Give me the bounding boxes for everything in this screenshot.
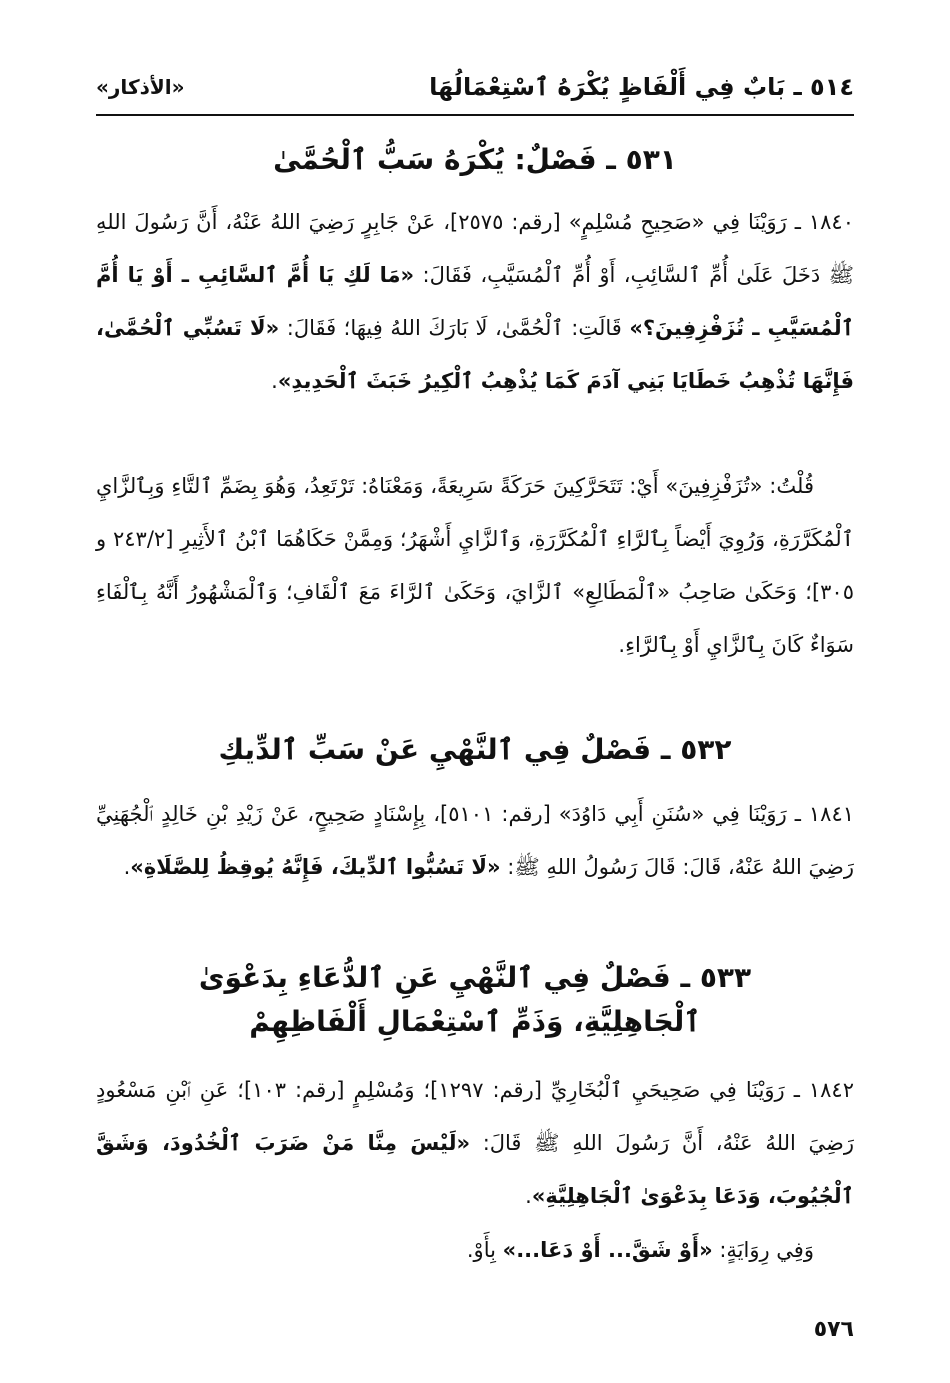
- hadith-1841: [96, 788, 854, 894]
- running-header: [96, 60, 854, 116]
- section-533-title-line2: ٱلْجَاهِلِيَّةِ، وَذَمِّ ٱسْتِعْمَالِ أَلْفَاظِهِمْ: [249, 1005, 701, 1038]
- author-note: قُلْتُ: «تُزَفْزِفِينَ» أَيْ: تَتَحَرَّكِينَ حَرَكَةً سَرِيعَةً، وَمَعْنَاهُ: تَرْتَعِدُ، وَهُوَ بِضَمِّ ٱلتَّاءِ وَبِٱلزَّايِ ٱلْمُكَرَّرَةِ، وَرُوِيَ أَيْضاً بِٱلرَّاءِ ٱلْمُكَرَّرَةِ، وَٱلزَّايِ أَشْهَرُ؛ وَمِمَّنْ حَكَاهُمَا ٱبْنُ ٱلأَثِيرِ [٢٤٣/٢ و ٣٠٥]؛ وَحَكَىٰ صَاحِبُ «ٱلْمَطَالِعِ» ٱلزَّايَ، وَحَكَىٰ ٱلرَّاءَ مَعَ ٱلْقَافِ؛ وَٱلْمَشْهُورُ أَنَّهُ بِٱلْفَاءِ سَوَاءٌ كَانَ بِٱلزَّايِ أَوْ بِٱلرَّاءِ.: [96, 474, 854, 657]
- variant-prefix: وَفِي رِوَايَةٍ:: [712, 1238, 814, 1262]
- hadith-1841-end: .: [123, 855, 131, 879]
- variant-narration: [96, 1224, 854, 1277]
- chapter-heading: ٥١٤ ـ بَابٌ فِي أَلْفَاظٍ يُكْرَهُ ٱسْتِعْمَالُهَا: [429, 73, 854, 101]
- hadith-1841-quote: «لَا تَسُبُّوا ٱلدِّيكَ، فَإِنَّهُ يُوقِظُ لِلصَّلَاةِ»: [130, 855, 501, 879]
- hadith-1842: [96, 1064, 854, 1223]
- hadith-1842-end: .: [525, 1184, 532, 1208]
- section-533-title: [96, 956, 854, 1044]
- hadith-1840: [96, 196, 854, 408]
- hadith-1840-quote1: «مَا لَكِ يَا أُمَّ ٱلسَّائِبِ ـ أَوْ يَا أُمَّ ٱلْمُسَيَّبِ ـ تُزَفْزِفِينَ؟»: [96, 263, 854, 340]
- variant-suffix: بِأَوْ.: [466, 1238, 503, 1262]
- hadith-1840-intro: ١٨٤٠ ـ رَوَيْنَا فِي «صَحِيحِ مُسْلِمٍ» [رقم: ٢٥٧٥]، عَنْ جَابِرٍ رَضِيَ اللهُ عَنْهُ، أَنَّ رَسُولَ اللهِ ﷺ دَخَلَ عَلَىٰ أُمِّ ٱلسَّائِبِ، أَوْ أُمِّ ٱلْمُسَيَّبِ، فَقَالَ:: [96, 210, 855, 287]
- page-number: ٥٧٦: [813, 1317, 854, 1342]
- hadith-1840-middle: قَالَتِ: ٱلْحُمَّىٰ، لَا بَارَكَ اللهُ فِيهَا؛ فَقَالَ:: [279, 316, 630, 340]
- book-title: «الأذكار»: [96, 75, 185, 99]
- section-532-title: ٥٣٢ ـ فَصْلٌ فِي ٱلنَّهْيِ عَنْ سَبِّ ٱلدِّيكِ: [218, 733, 732, 766]
- hadith-1840-quote2: «لَا تَسُبِّي ٱلْحُمَّىٰ، فَإِنَّهَا تُذْهِبُ خَطَايَا بَنِي آدَمَ كَمَا يُذْهِبُ ٱلْكِيرُ خَبَثَ ٱلْحَدِيدِ»: [96, 316, 854, 393]
- hadith-1842-intro: ١٨٤٢ ـ رَوَيْنَا فِي صَحِيحَيِ ٱلْبُخَارِيِّ [رقم: ١٢٩٧]؛ وَمُسْلِمٍ [رقم: ١٠٣]؛ عَنِ ٱبْنِ مَسْعُودٍ رَضِيَ اللهُ عَنْهُ، أَنَّ رَسُولَ اللهِ ﷺ قَالَ:: [96, 1078, 854, 1155]
- variant-quote: «أَوْ شَقَّ... أَوْ دَعَا...»: [502, 1238, 713, 1262]
- hadith-1841-intro: ١٨٤١ ـ رَوَيْنَا فِي «سُنَنِ أَبِي دَاوُدَ» [رقم: ٥١٠١]، بِإِسْنَادٍ صَحِيحٍ، عَنْ زَيْدِ بْنِ خَالِدٍ ٱلْجُهَنِيِّ رَضِيَ اللهُ عَنْهُ، قَالَ: قَالَ رَسُولُ اللهِ ﷺ:: [96, 802, 855, 879]
- section-531-title: ٥٣١ ـ فَصْلٌ: يُكْرَهُ سَبُّ ٱلْحُمَّىٰ: [273, 143, 677, 176]
- hadith-1840-end: .: [271, 369, 278, 393]
- hadith-1842-quote: «لَيْسَ مِنَّا مَنْ ضَرَبَ ٱلْخُدُودَ، وَشَقَّ ٱلْجُيُوبَ، وَدَعَا بِدَعْوَىٰ ٱلْجَاهِلِيَّةِ»: [96, 1131, 854, 1208]
- section-533-title-line1: ٥٣٣ ـ فَصْلٌ فِي ٱلنَّهْيِ عَنِ ٱلدُّعَاءِ بِدَعْوَىٰ: [198, 961, 752, 994]
- book-page: [96, 60, 854, 1383]
